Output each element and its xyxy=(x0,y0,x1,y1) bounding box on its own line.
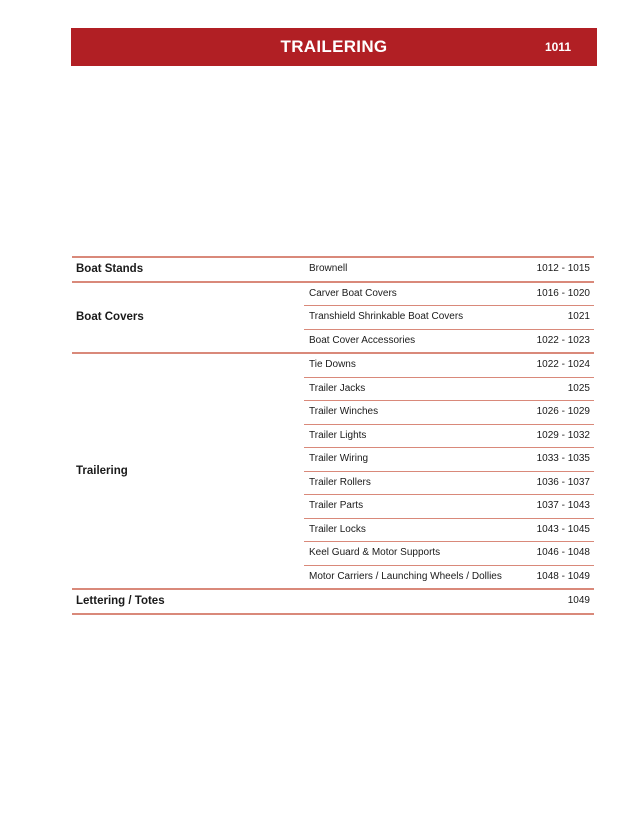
item-name: Trailer Jacks xyxy=(309,382,366,394)
item-pages: 1046 - 1048 xyxy=(536,547,590,558)
table-row[interactable] xyxy=(304,518,594,542)
table-row[interactable] xyxy=(304,494,594,518)
item-name: Carver Boat Covers xyxy=(309,287,397,299)
item-pages: 1021 xyxy=(567,311,590,322)
page-number: 1011 xyxy=(544,40,571,54)
category-label: Boat Covers xyxy=(76,311,144,324)
item-name: Brownell xyxy=(309,263,348,274)
table-row[interactable] xyxy=(304,354,594,377)
item-pages: 1012 - 1015 xyxy=(536,263,590,274)
item-pages: 1022 - 1024 xyxy=(536,359,590,370)
category-label: Boat Stands xyxy=(76,263,144,276)
item-name: Trailer Parts xyxy=(309,500,364,511)
table-row[interactable] xyxy=(304,447,594,471)
category-group-boat-covers xyxy=(72,281,594,353)
item-name: Trailer Lights xyxy=(309,429,367,441)
table-row[interactable] xyxy=(304,377,594,401)
item-pages: 1043 - 1045 xyxy=(536,523,590,535)
item-name: Trailer Rollers xyxy=(309,476,371,488)
item-name: Keel Guard & Motor Supports xyxy=(309,547,441,558)
item-pages: 1026 - 1029 xyxy=(536,406,590,417)
item-pages: 1037 - 1043 xyxy=(536,500,590,511)
item-pages: 1022 - 1023 xyxy=(536,334,590,346)
category-group-boat-stands xyxy=(72,256,594,281)
contents-table xyxy=(72,256,594,615)
item-pages: 1033 - 1035 xyxy=(536,453,590,464)
section-title: TRAILERING xyxy=(280,37,388,56)
category-label: Trailering xyxy=(76,465,128,477)
item-pages: 1016 - 1020 xyxy=(536,287,590,299)
item-name: Motor Carriers / Launching Wheels / Dollies xyxy=(309,570,502,582)
item-pages: 1029 - 1032 xyxy=(536,429,590,441)
item-name: Trailer Wiring xyxy=(309,453,369,464)
table-row[interactable] xyxy=(304,590,594,613)
item-name: Boat Cover Accessories xyxy=(309,334,416,346)
item-pages: 1025 xyxy=(567,382,590,394)
table-row[interactable] xyxy=(304,400,594,424)
table-row[interactable] xyxy=(304,424,594,448)
table-row[interactable] xyxy=(304,329,594,353)
category-label: Lettering / Totes xyxy=(76,595,165,608)
item-pages: 1048 - 1049 xyxy=(536,570,590,582)
table-row[interactable] xyxy=(304,258,594,281)
category-group-lettering-totes xyxy=(72,588,594,615)
item-pages: 1036 - 1037 xyxy=(536,476,590,488)
table-row[interactable] xyxy=(304,565,594,589)
category-group-trailering xyxy=(72,352,594,588)
item-name: Trailer Locks xyxy=(309,523,366,535)
section-header-bar xyxy=(71,28,597,66)
item-name: Trailer Winches xyxy=(309,406,379,417)
table-row[interactable] xyxy=(304,283,594,306)
item-pages: 1049 xyxy=(567,595,590,606)
table-row[interactable] xyxy=(304,471,594,495)
table-row[interactable] xyxy=(304,541,594,565)
item-name: Tie Downs xyxy=(309,359,356,370)
item-name: Transhield Shrinkable Boat Covers xyxy=(309,311,464,322)
table-row[interactable] xyxy=(304,305,594,329)
